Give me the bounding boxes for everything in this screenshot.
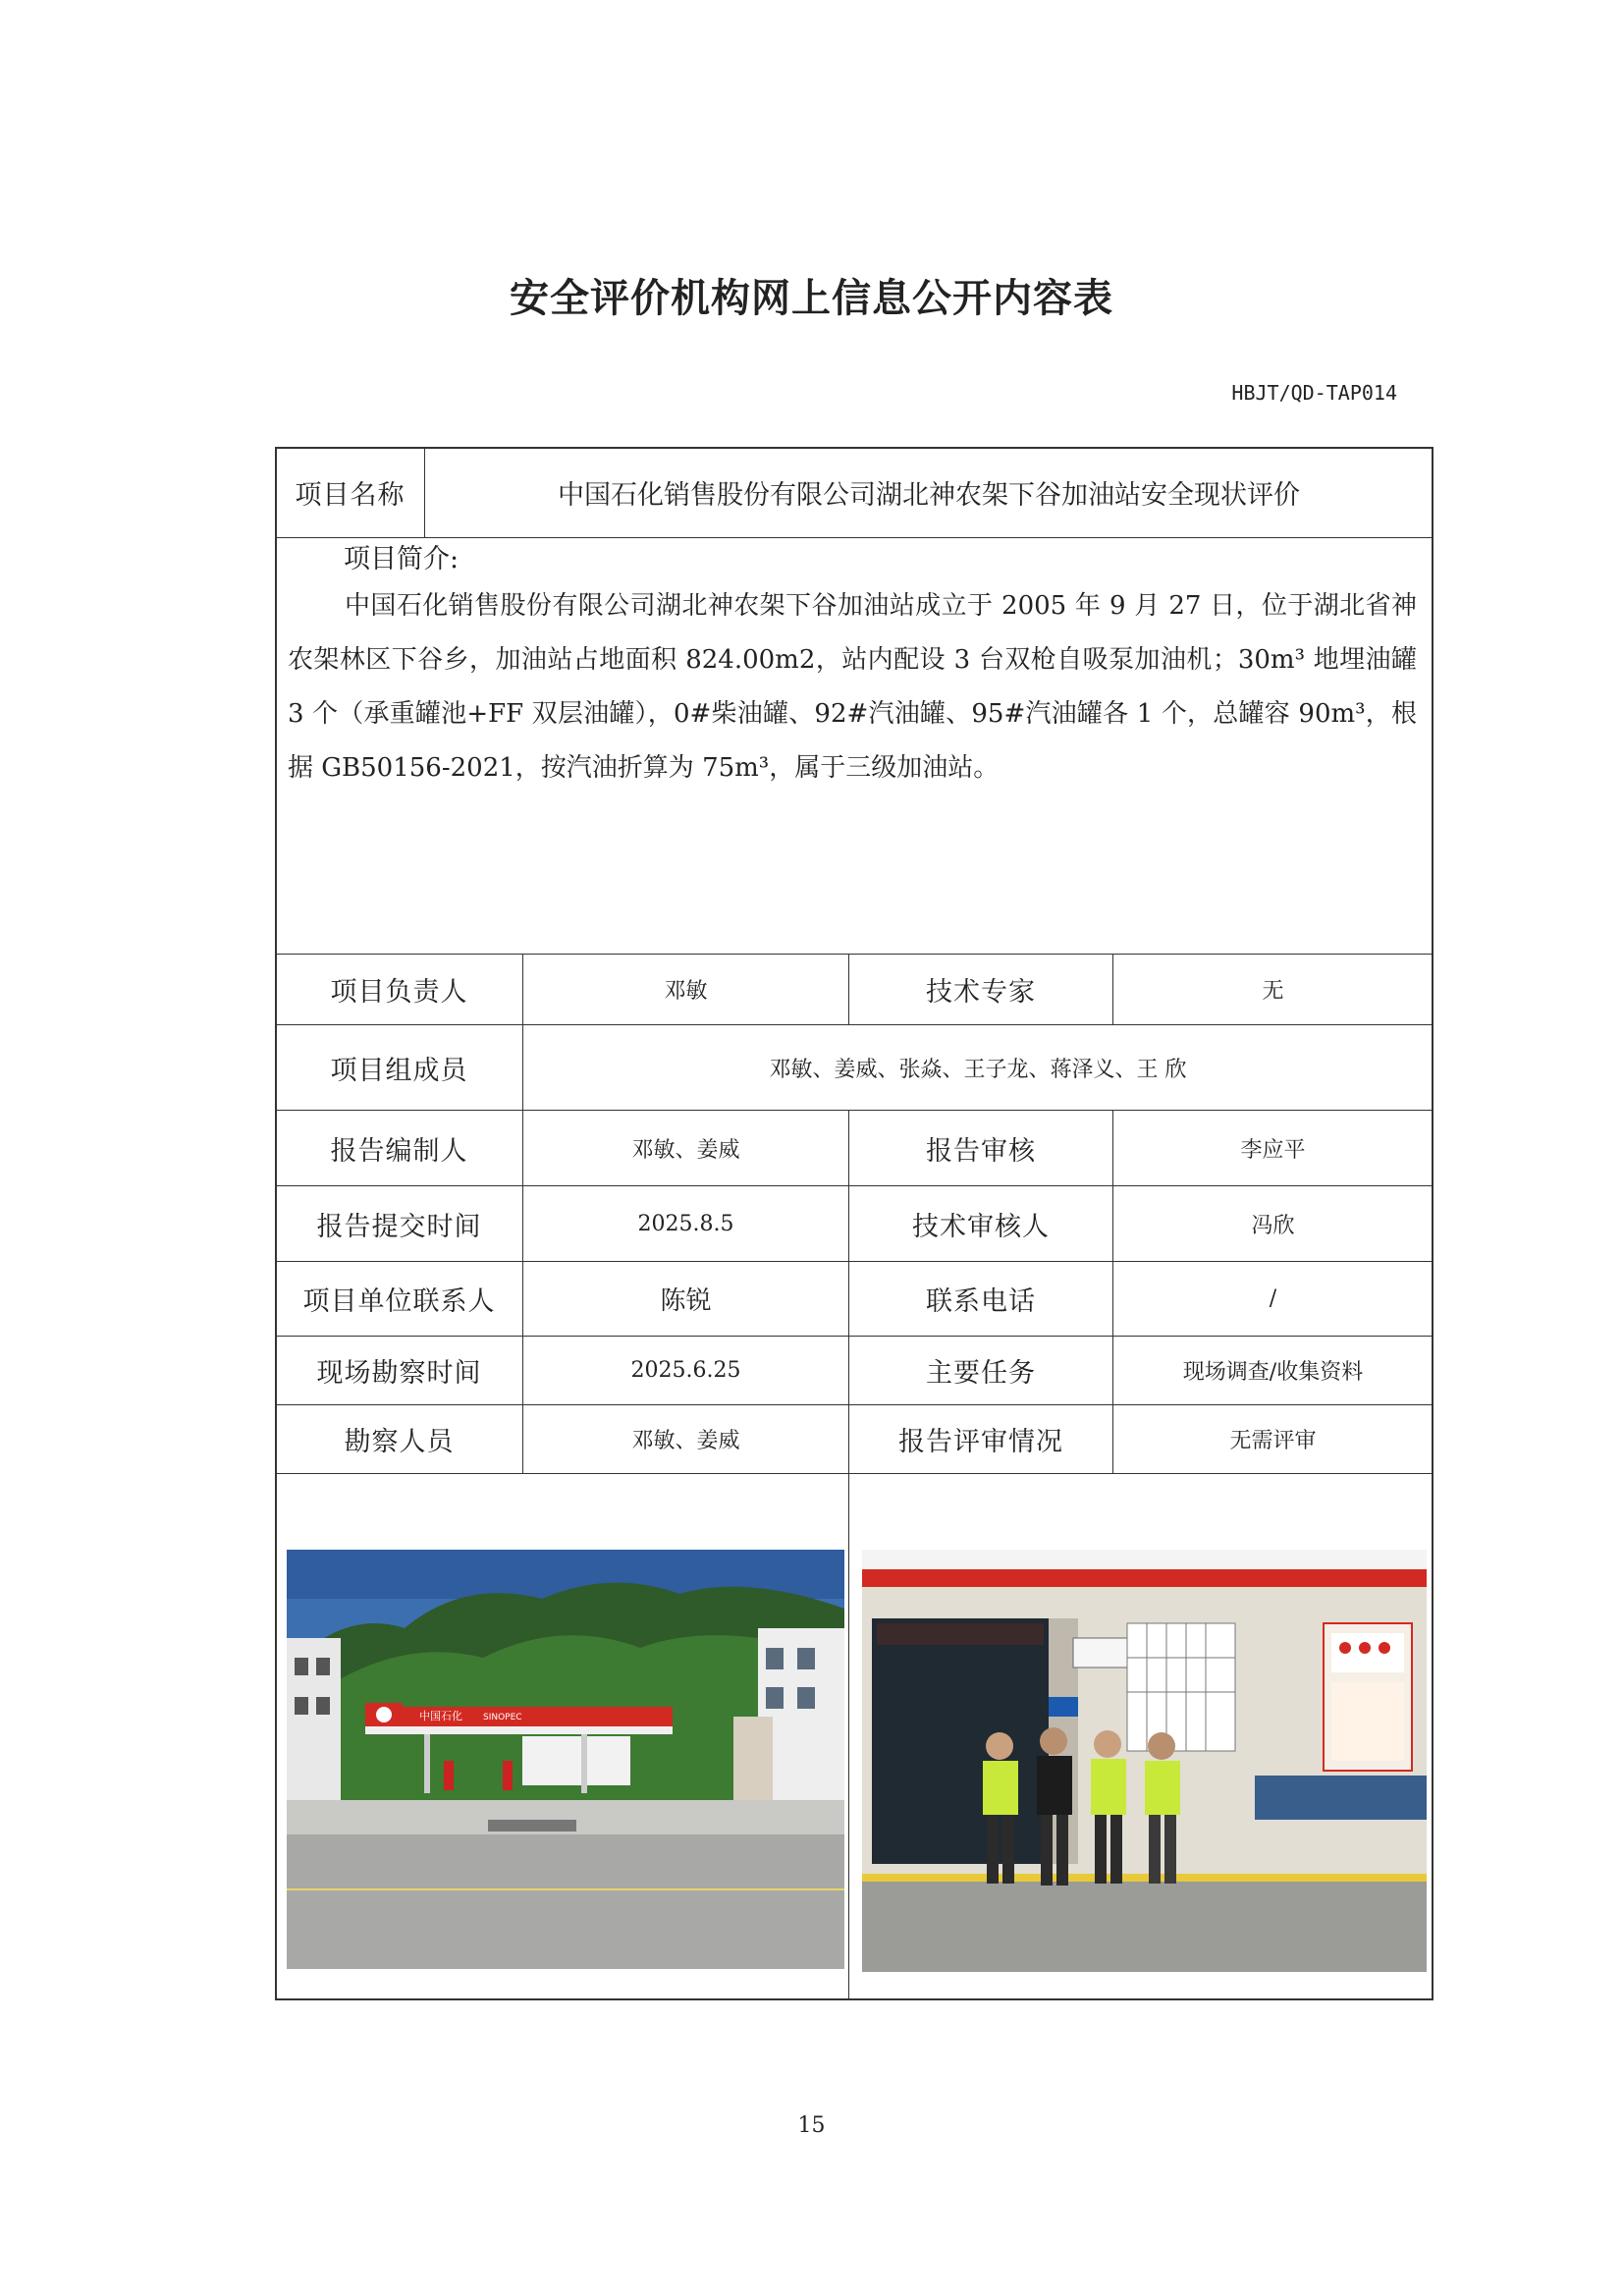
survey-time-value: 2025.6.25 bbox=[522, 1336, 849, 1405]
intro-section bbox=[275, 537, 1434, 955]
review-label: 报告审核 bbox=[848, 1110, 1113, 1186]
phone-label: 联系电话 bbox=[848, 1261, 1113, 1337]
intro-label: 项目简介: bbox=[344, 544, 460, 574]
contact-label: 项目单位联系人 bbox=[275, 1261, 523, 1337]
leader-value: 邓敏 bbox=[522, 954, 849, 1025]
expert-value: 无 bbox=[1112, 954, 1434, 1025]
surveyors-label: 勘察人员 bbox=[275, 1404, 523, 1474]
page-title: 安全评价机构网上信息公开内容表 bbox=[510, 276, 1113, 321]
submit-time-label: 报告提交时间 bbox=[275, 1185, 523, 1262]
phone-value: / bbox=[1112, 1261, 1434, 1337]
project-name-value: 中国石化销售股份有限公司湖北神农架下谷加油站安全现状评价 bbox=[424, 447, 1434, 538]
document-code: HBJT/QD-TAP014 bbox=[1231, 381, 1397, 405]
intro-text: 中国石化销售股份有限公司湖北神农架下谷加油站成立于 2005 年 9 月 27 日，位于湖北省神农架林区下谷乡，加油站占地面积 824.00m2，站内配设 3 台双枪自吸泵加油机；30m³ 地埋油罐 3 个（承重罐池+FF 双层油罐），0#柴油罐、92#汽油罐、95#汽油罐各 1 个，总罐容 90m³，根据 GB50156-2021，按汽油折算为 75m³，属于三级加油站。 bbox=[288, 591, 1417, 783]
review-status-value: 无需评审 bbox=[1112, 1404, 1434, 1474]
tech-reviewer-label: 技术审核人 bbox=[848, 1185, 1113, 1262]
expert-label: 技术专家 bbox=[848, 954, 1113, 1025]
survey-team-photo bbox=[862, 1550, 1427, 1972]
members-label: 项目组成员 bbox=[275, 1024, 523, 1111]
contact-value: 陈锐 bbox=[522, 1261, 849, 1337]
surveyors-value: 邓敏、姜威 bbox=[522, 1404, 849, 1474]
leader-label: 项目负责人 bbox=[275, 954, 523, 1025]
gas-station-photo bbox=[287, 1550, 844, 1969]
task-label: 主要任务 bbox=[848, 1336, 1113, 1405]
members-value: 邓敏、姜威、张焱、王子龙、蒋泽义、王 欣 bbox=[522, 1024, 1434, 1111]
station-sign-en: SINOPEC bbox=[483, 1713, 522, 1722]
page-number: 15 bbox=[797, 2113, 826, 2138]
station-sign-cn: 中国石化 bbox=[419, 1710, 462, 1722]
author-label: 报告编制人 bbox=[275, 1110, 523, 1186]
task-value: 现场调查/收集资料 bbox=[1112, 1336, 1434, 1405]
review-value: 李应平 bbox=[1112, 1110, 1434, 1186]
author-value: 邓敏、姜威 bbox=[522, 1110, 849, 1186]
review-status-label: 报告评审情况 bbox=[848, 1404, 1113, 1474]
survey-time-label: 现场勘察时间 bbox=[275, 1336, 523, 1405]
tech-reviewer-value: 冯欣 bbox=[1112, 1185, 1434, 1262]
project-name-label: 项目名称 bbox=[275, 447, 425, 538]
submit-time-value: 2025.8.5 bbox=[522, 1185, 849, 1262]
